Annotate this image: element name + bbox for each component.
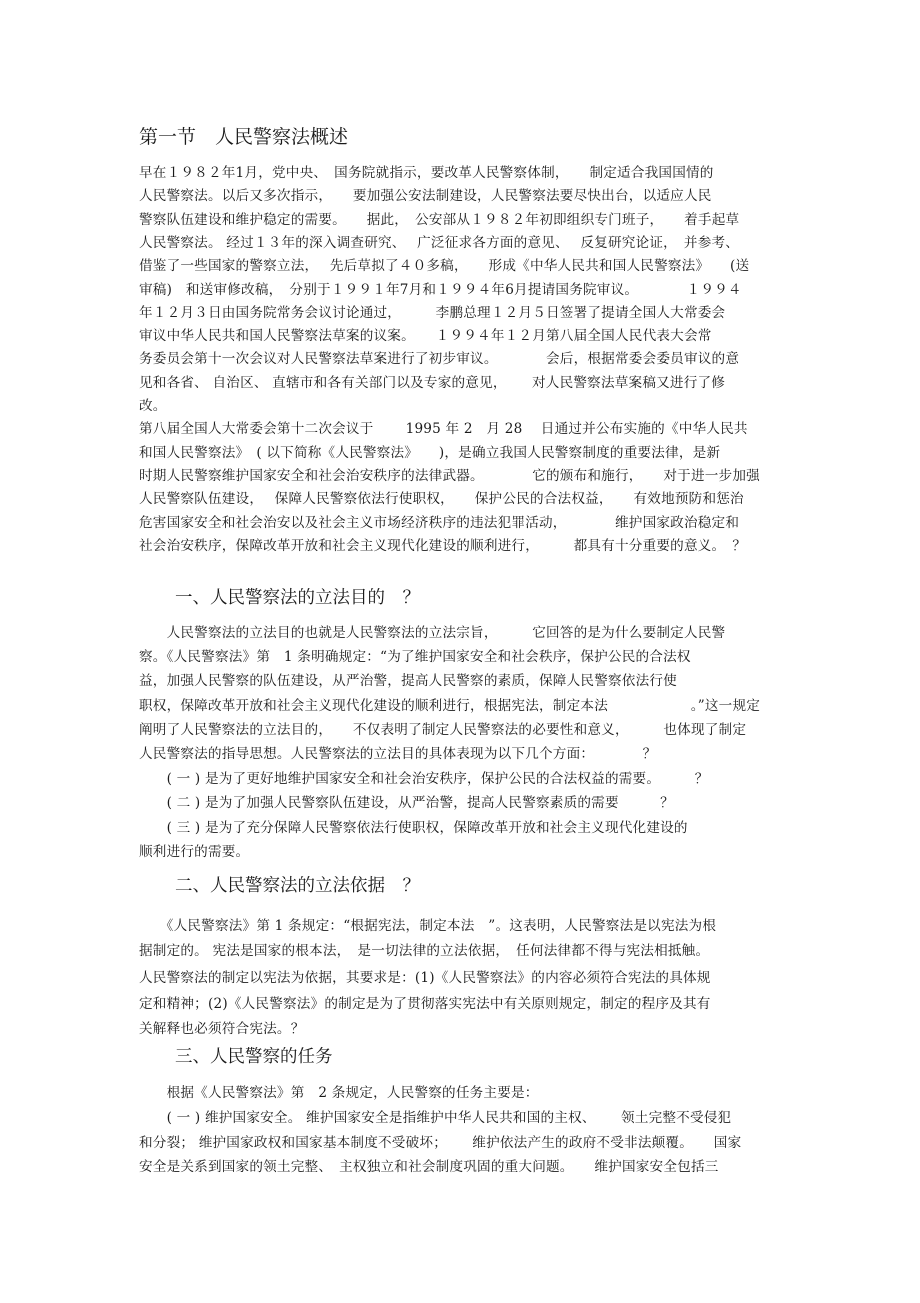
text-line: 职权，保障改革开放和社会主义现代化建设的顺利进行，根据宪法，制定本法 。”这一规定 [139,697,761,714]
text-line: 人民警察法的制定以宪法为依据，其要求是：(1)《人民警察法》的内容必须符合宪法的具体规 [139,970,711,987]
section3-heading: 三、人民警察的任务 [175,1047,333,1067]
text-line: 人民警察法的指导思想。人民警察法的立法目的具体表现为以下几个方面： ？ [139,746,657,762]
text-line: 改。 [139,398,167,414]
text-line: ( 三 ) 是为了充分保障人民警察依法行使职权，保障改革开放和社会主义现代化建设的 [139,819,688,836]
text-line: 人民警察法的立法目的也就是人民警察法的立法宗旨， 它回答的是为什么要制定人民警 [139,625,726,641]
text-line: 察。《人民警察法》第 1 条明确规定：“为了维护国家安全和社会秩序，保护公民的合法权 [139,649,691,666]
text-line: 定和精神；(2)《人民警察法》的制定是为了贯彻落实宪法中有关原则规定，制定的程序及其有 [139,995,711,1012]
section1-heading: 一、人民警察法的立法目的 ？ [175,588,420,608]
text-line: 借鉴了一些国家的警察立法， 先后草拟了４０多稿， 形成《中华人民共和国人民警察法》 (送 [139,258,750,275]
text-line: 顺利进行的需要。 [139,843,250,860]
section2-heading: 二、人民警察法的立法依据 ？ [175,876,420,896]
text-line: 安全是关系到国家的领土完整、 主权独立和社会制度巩固的重大问题。 维护国家安全包括三 [139,1159,719,1176]
text-line: 和分裂； 维护国家政权和国家基本制度不受破坏； 维护依法产生的政府不受非法颠覆。 国家 [139,1134,742,1151]
text-line: 年１２月３日由国务院常务会议讨论通过， 李鹏总理１２月５日签署了提请全国人大常委会 [139,304,726,321]
text-line: 早在１９８２年1月，党中央、 国务院就指示，要改革人民警察体制， 制定适合我国国情的 [139,165,714,181]
text-line: 根据《人民警察法》第 2 条规定，人民警察的任务主要是： [139,1085,539,1101]
text-line: 益，加强人民警察的队伍建设，从严治警，提高人民警察的素质，保障人民警察依法行使 [139,673,677,690]
text-line: ( 二 ) 是为了加强人民警察队伍建设，从严治警，提高人民警察素质的需要 ？ [139,795,674,812]
text-line: 见和各省、 自治区、 直辖市和各有关部门以及专家的意见， 对人民警察法草案稿又进行了修 [139,374,726,391]
text-line: 第八届全国人大常委会第十二次会议于 1995 年 2 月 28 日通过并公布实施的《中华人民共 [139,421,748,438]
text-line: 和国人民警察法》 ( 以下简称《人民警察法》 )，是确立我国人民警察制度的重要法律，是新 [139,444,721,461]
text-line: 时期人民警察维护国家安全和社会治安秩序的法律武器。 它的颁布和施行， 对于进一步加强 [139,467,760,484]
text-line: 务委员会第十一次会议对人民警察法草案进行了初步审议。 会后，根据常委会委员审议的意 [139,351,740,368]
text-line: 危害国家安全和社会治安以及社会主义市场经济秩序的违法犯罪活动， 维护国家政治稳定和 [139,514,740,531]
text-line: 人民警察法。以后又多次指示， 要加强公安法制建设，人民警察法要尽快出台，以适应人民 [139,188,712,205]
text-line: 《人民警察法》第 1 条规定：“根据宪法，制定本法 ”。这表明，人民警察法是以宪法为根 [139,918,717,934]
page-title: 第一节 人民警察法概述 [139,126,349,148]
text-line: ( 一 ) 维护国家安全。 维护国家安全是指维护中华人民共和国的主权、 领土完整不受侵犯 [139,1109,732,1126]
text-line: 社会治安秩序，保障改革开放和社会主义现代化建设的顺利进行， 都具有十分重要的意义。 ？ [139,537,747,554]
text-line: 审议中华人民共和国人民警察法草案的议案。 １９９４年１２月第八届全国人民代表大会常 [139,328,712,345]
text-line: 审稿) 和送审修改稿， 分别于１９９１年7月和１９９４年6月提请国务院审议。 １９９４ [139,281,742,298]
text-line: ( 一 ) 是为了更好地维护国家安全和社会治安秩序，保护公民的合法权益的需要。 ？ [139,771,709,788]
text-line: 人民警察法。 经过１３年的深入调查研究、 广泛征求各方面的意见、 反复研究论证， 并参考、 [139,234,740,251]
text-line: 据制定的。 宪法是国家的根本法， 是一切法律的立法依据， 任何法律都不得与宪法相抵触。 [139,943,710,960]
text-line: 人民警察队伍建设， 保障人民警察依法行使职权， 保护公民的合法权益， 有效地预防和惩治 [139,491,744,508]
text-line: 关解释也必须符合宪法。？ [139,1020,305,1037]
text-line: 阐明了人民警察法的立法目的， 不仅表明了制定人民警察法的必要性和意义， 也体现了制定 [139,721,747,738]
text-line: 警察队伍建设和维护稳定的需要。 据此， 公安部从１９８２年初即组织专门班子， 着手起草 [139,211,740,228]
